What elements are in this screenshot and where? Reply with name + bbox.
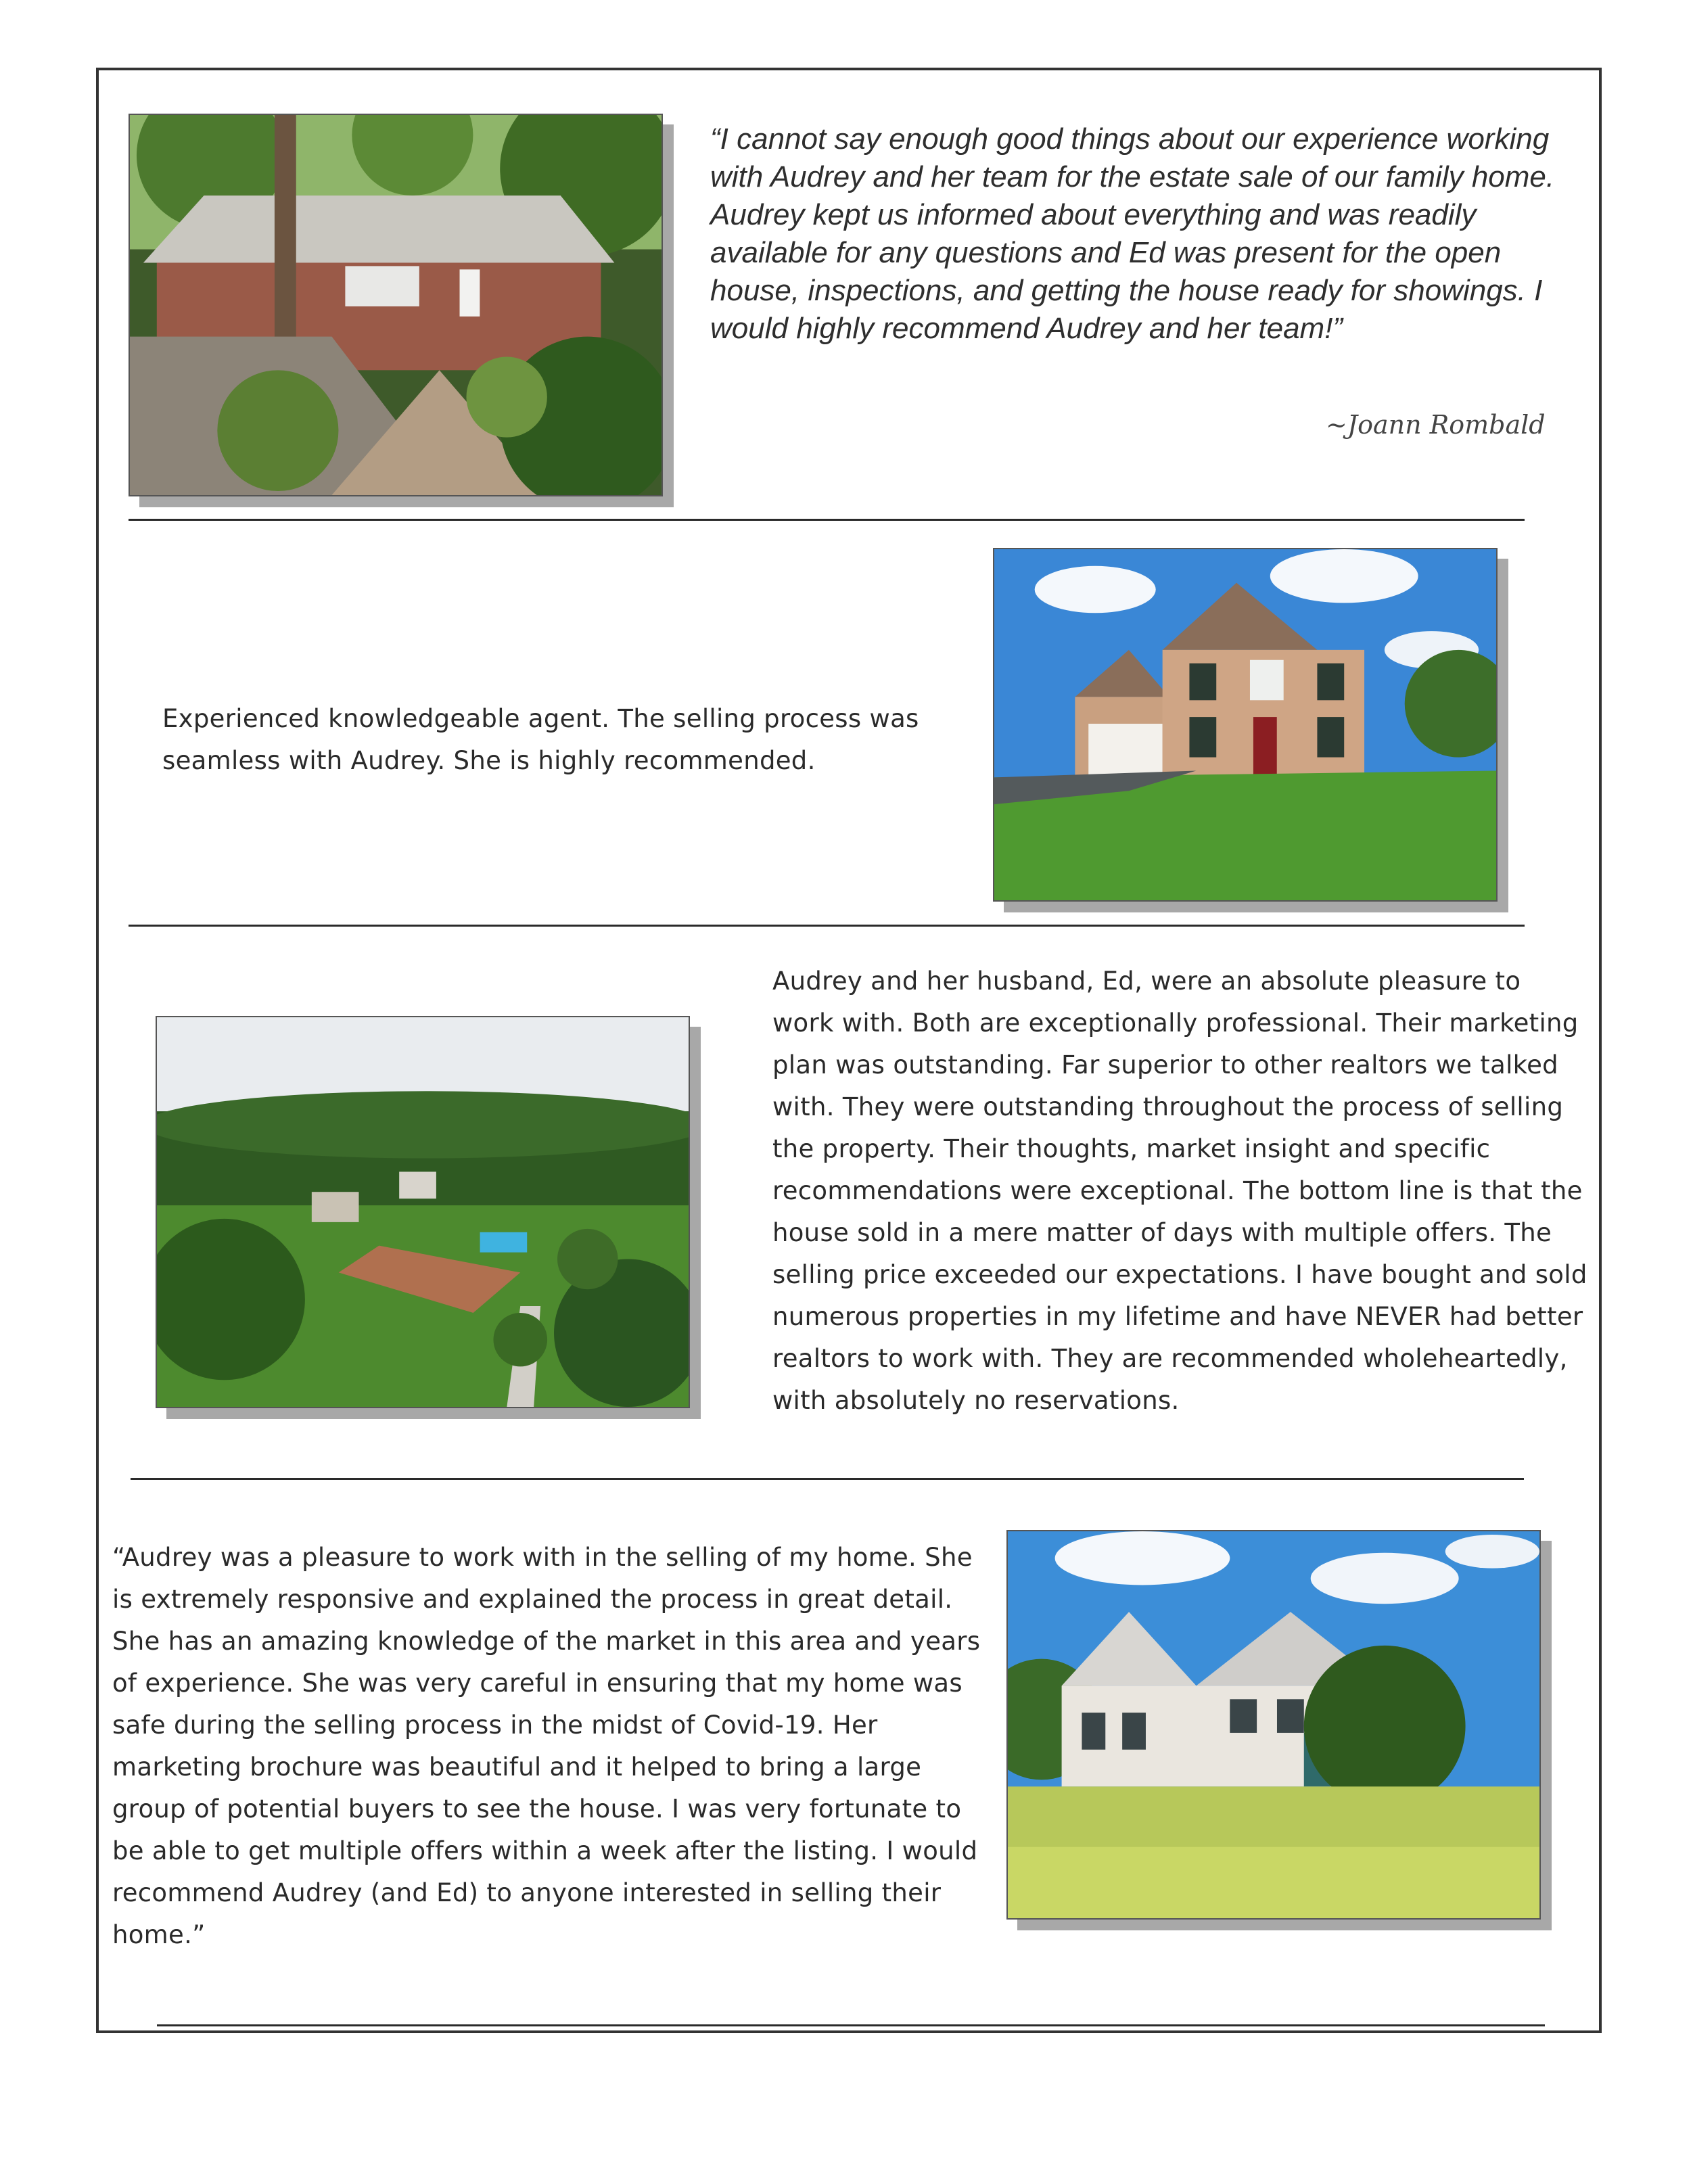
colonial-brick-house-photo — [993, 548, 1498, 902]
divider-3 — [131, 1478, 1524, 1480]
testimonial-1-author: ~Joann Rombald — [1326, 410, 1546, 440]
testimonial-1-quote: “I cannot say enough good things about our experience working with Audrey and her team for the estate sale of our family home. Audrey kept us informed about everything and was readily available for any questions and Ed was present for the open house, inspections, and getting the house ready for showings. I would highly recommend Audrey and her team!” — [710, 122, 1555, 345]
divider-1 — [129, 519, 1525, 521]
aerial-property-photo — [156, 1016, 690, 1408]
divider-4 — [157, 2024, 1545, 2026]
brick-ranch-house-photo — [129, 114, 663, 496]
testimonial-2-quote: Experienced knowledgeable agent. The selling process was seamless with Audrey. She is highly recommended. — [162, 704, 919, 775]
divider-2 — [129, 925, 1525, 927]
testimonial-3-quote: Audrey and her husband, Ed, were an absolute pleasure to work with. Both are exceptionally professional. Their marketing plan was outstanding. Far superior to other realtors we talked with. They were outstanding throughout the process of selling the property. Their thoughts, market insight and specific recommendations were exceptional. The bottom line is that the house sold in a mere matter of days with multiple offers. The selling price exceeded our expectations. I have bought and sold numerous properties in my lifetime and have NEVER had better realtors to work with. They are recommended wholeheartedly, with absolutely no reservations. — [772, 967, 1587, 1415]
testimonial-4-quote: “Audrey was a pleasure to work with in the selling of my home. She is extremely responsive and explained the process in great detail. She has an amazing knowledge of the market in this area and years of experience. She was very careful in ensuring that my home was safe during the selling process in the midst of Covid-19. Her marketing brochure was beautiful and it helped to bring a large group of potential buyers to see the house. I was very fortunate to be able to get multiple offers within a week after the listing. I would recommend Audrey (and Ed) to anyone interested in selling their home.” — [112, 1543, 981, 1949]
white-colonial-house-photo — [1006, 1530, 1541, 1920]
